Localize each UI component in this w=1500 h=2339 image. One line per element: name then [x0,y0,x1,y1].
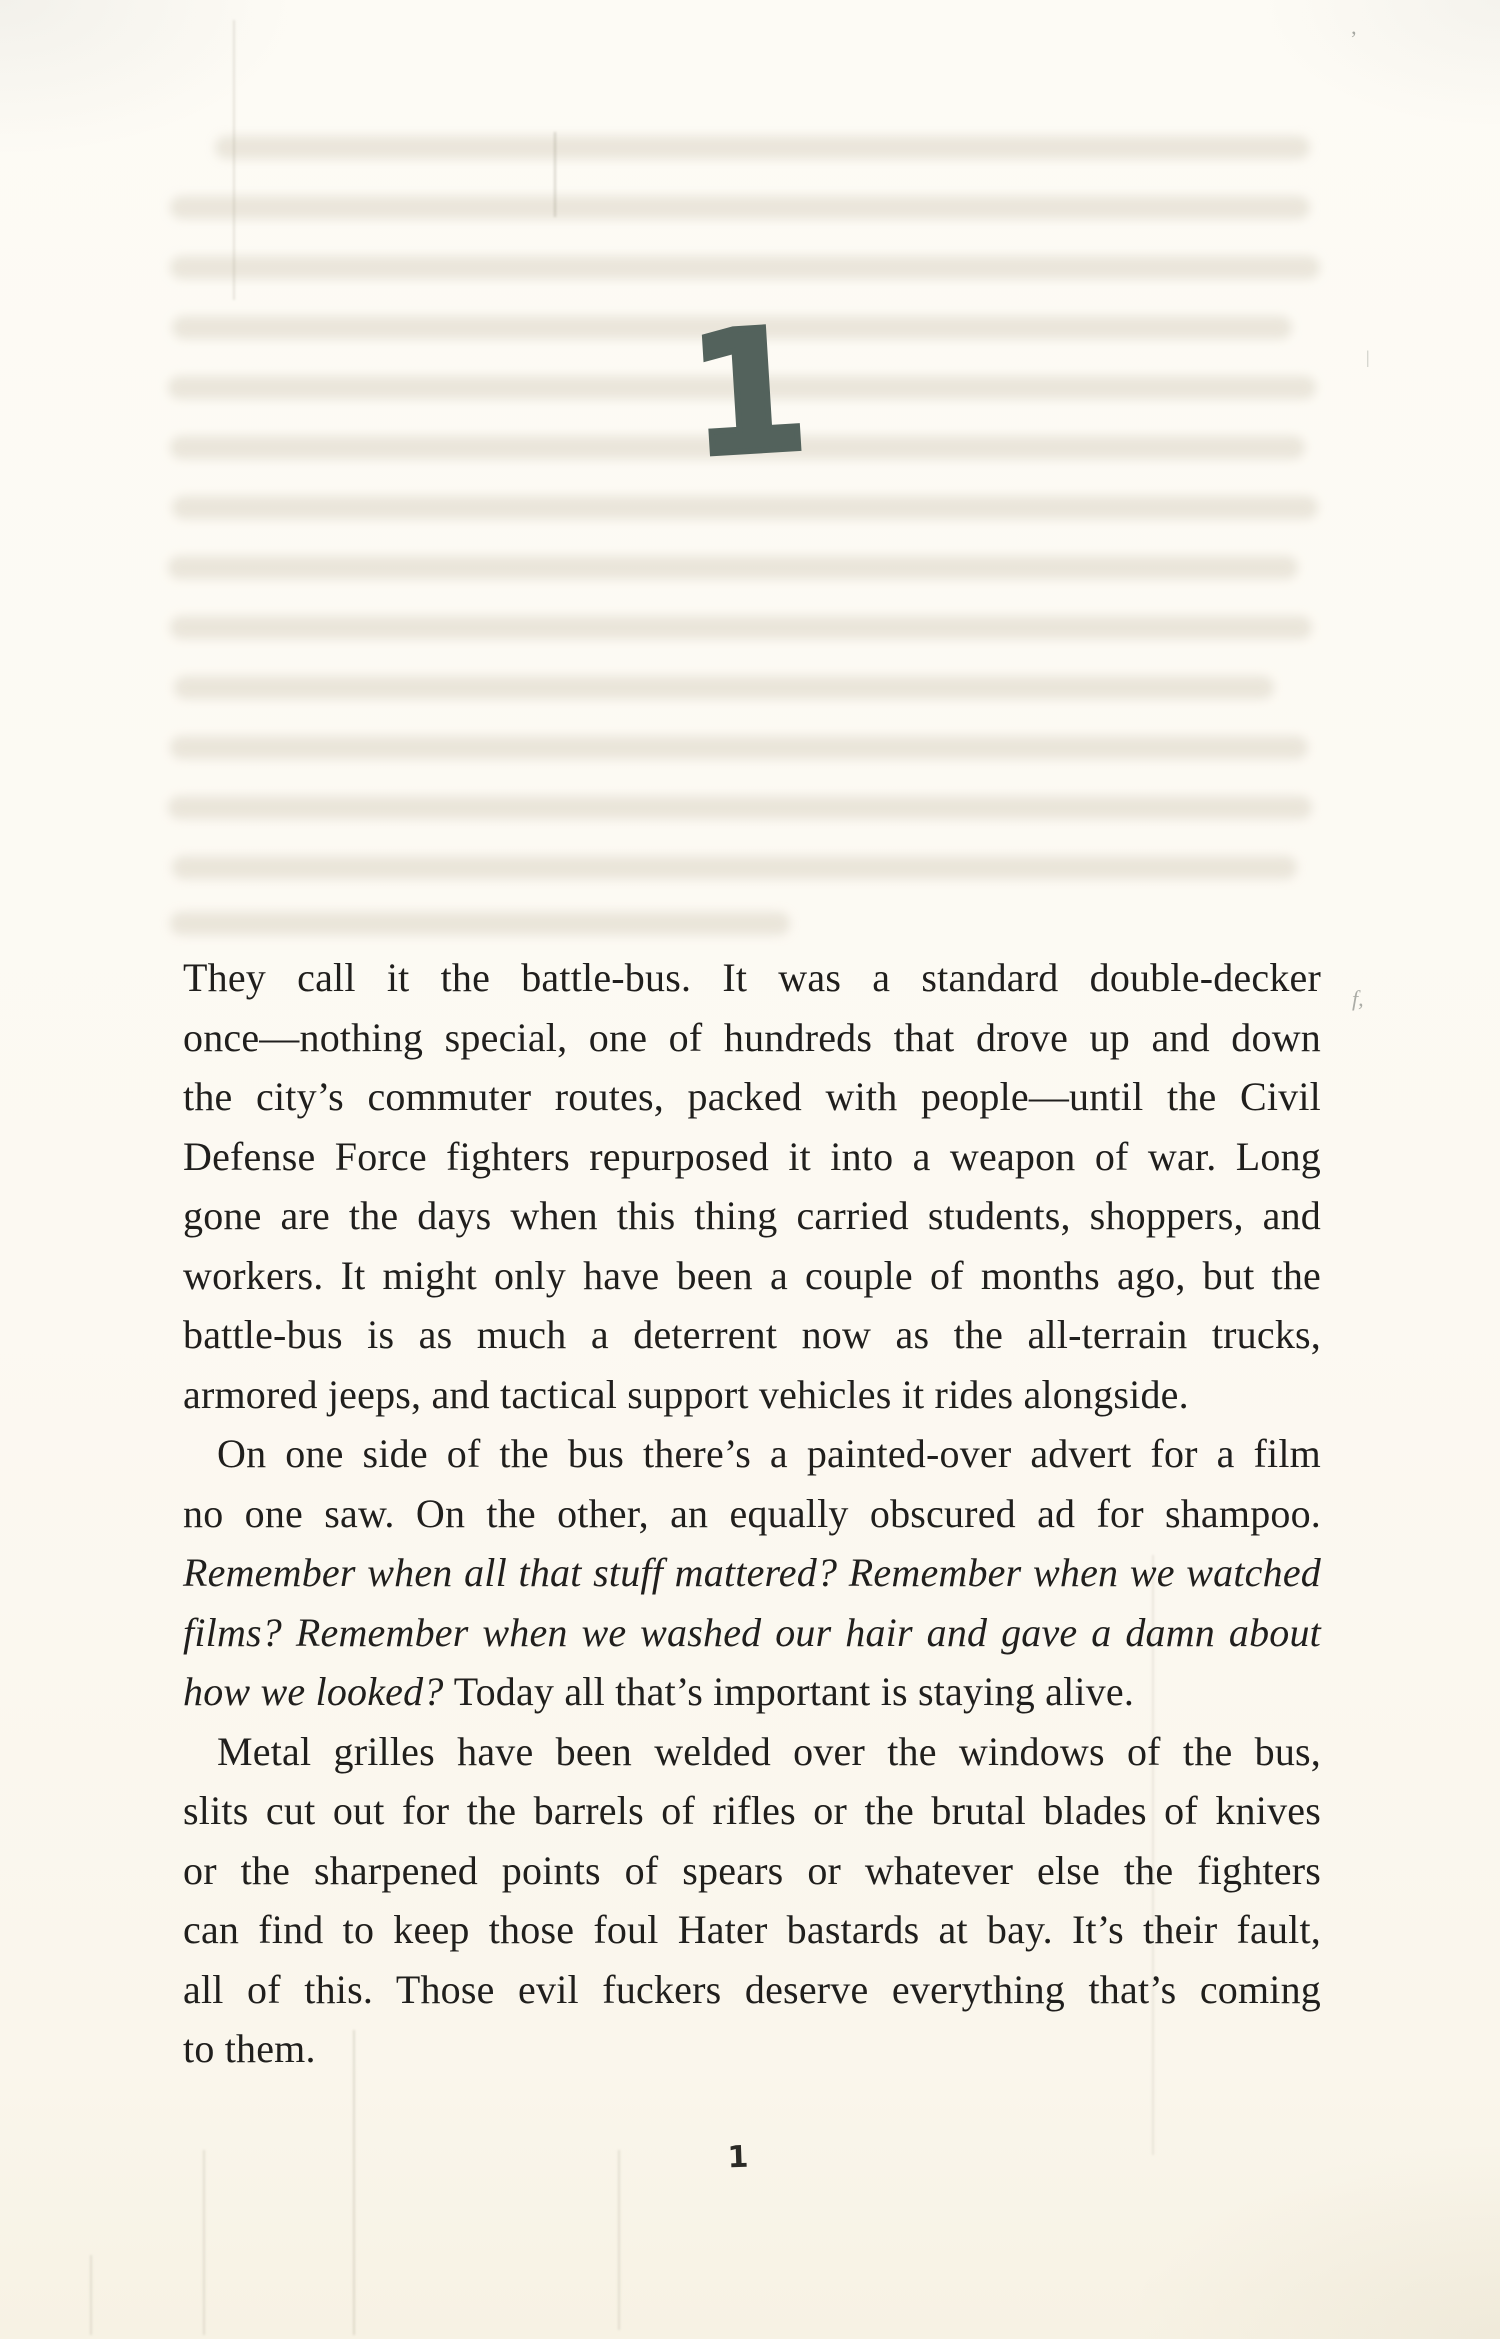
text-line [183,1960,1321,2020]
crease-mark [233,20,235,300]
text-line [183,1603,1321,1663]
bleedthrough-line [170,912,790,935]
text-line [183,1543,1321,1603]
text-line [183,1246,1321,1306]
text-run: no one saw. On the other, an equally obscured ad for shampoo. [183,1490,1321,1536]
text-line [183,1008,1321,1068]
text-line [183,1186,1321,1246]
text-run: slits cut out for the barrels of rifles or the brutal blades of knives [183,1788,1321,1833]
page-number [715,2139,760,2176]
crease-mark [554,132,556,217]
bleedthrough-line [172,856,1297,879]
text-run: Today all that’s important is staying alive. [453,1669,1135,1714]
scan-speck: f, [1352,986,1364,1011]
text-run: can find to keep those foul Hater bastards at bay. It’s their fault, [183,1907,1321,1952]
text-line [183,2019,1321,2079]
italic-text-run: films? Remember when we washed our hair and gave a damn about [183,1609,1321,1655]
page-number-value: 1 [726,2139,750,2176]
crease-mark [203,2150,205,2335]
text-line [183,1067,1321,1127]
text-line [183,1841,1321,1901]
bleedthrough-line [170,616,1312,639]
text-line [183,1305,1321,1365]
paragraph [183,1424,1321,1722]
crease-mark [618,2150,620,2330]
text-run: Defense Force fighters repurposed it into a weapon of war. Long [183,1133,1321,1179]
text-run: Metal grilles have been welded over the windows of the bus, [217,1728,1321,1774]
crease-mark [90,2255,92,2335]
bleedthrough-line [170,256,1320,279]
text-line [183,1484,1321,1544]
bleedthrough-line [215,136,1310,159]
text-run: to them. [183,2026,316,2071]
text-run: On one side of the bus there’s a painted-over advert for a film [217,1431,1321,1476]
italic-text-run: how we looked? [183,1669,454,1714]
paragraph [183,948,1321,1424]
paragraph [183,1722,1321,2079]
italic-text-run: Remember when all that stuff mattered? Remember when we watched [183,1550,1321,1595]
bleedthrough-line [170,196,1310,219]
bleedthrough-line [172,496,1318,519]
bleedthrough-line [168,796,1312,819]
text-line [183,1722,1321,1782]
text-run: gone are the days when this thing carried students, shoppers, and [183,1193,1321,1238]
scan-speck: ’ [1350,26,1358,51]
text-run: armored jeeps, and tactical support vehicles it rides alongside. [183,1371,1189,1417]
text-line [183,1424,1321,1484]
text-line [183,948,1321,1008]
text-run: workers. It might only have been a couple of months ago, but the [183,1252,1321,1298]
text-run: or the sharpened points of spears or whatever else the fighters [183,1847,1321,1893]
text-run: once—nothing special, one of hundreds that drove up and down [183,1014,1321,1060]
chapter-number-glyph: 1 [683,291,813,495]
text-line [183,1781,1321,1841]
text-line [183,1900,1321,1960]
body-text [183,948,1321,2079]
text-run: the city’s commuter routes, packed with people—until the Civil [183,1074,1321,1119]
text-run: They call it the battle-bus. It was a standard double-decker [183,955,1321,1000]
text-run: battle-bus is as much a deterrent now as the all-terrain trucks, [183,1312,1321,1357]
bleedthrough-line [168,556,1298,579]
text-line [183,1127,1321,1187]
text-line [183,1662,1321,1722]
chapter-number [663,291,833,495]
bleedthrough-line [174,676,1274,699]
text-line [183,1365,1321,1425]
scan-speck: | [1366,347,1370,367]
text-run: all of this. Those evil fuckers deserve everything that’s coming [183,1966,1321,2012]
bleedthrough-line [170,736,1308,759]
